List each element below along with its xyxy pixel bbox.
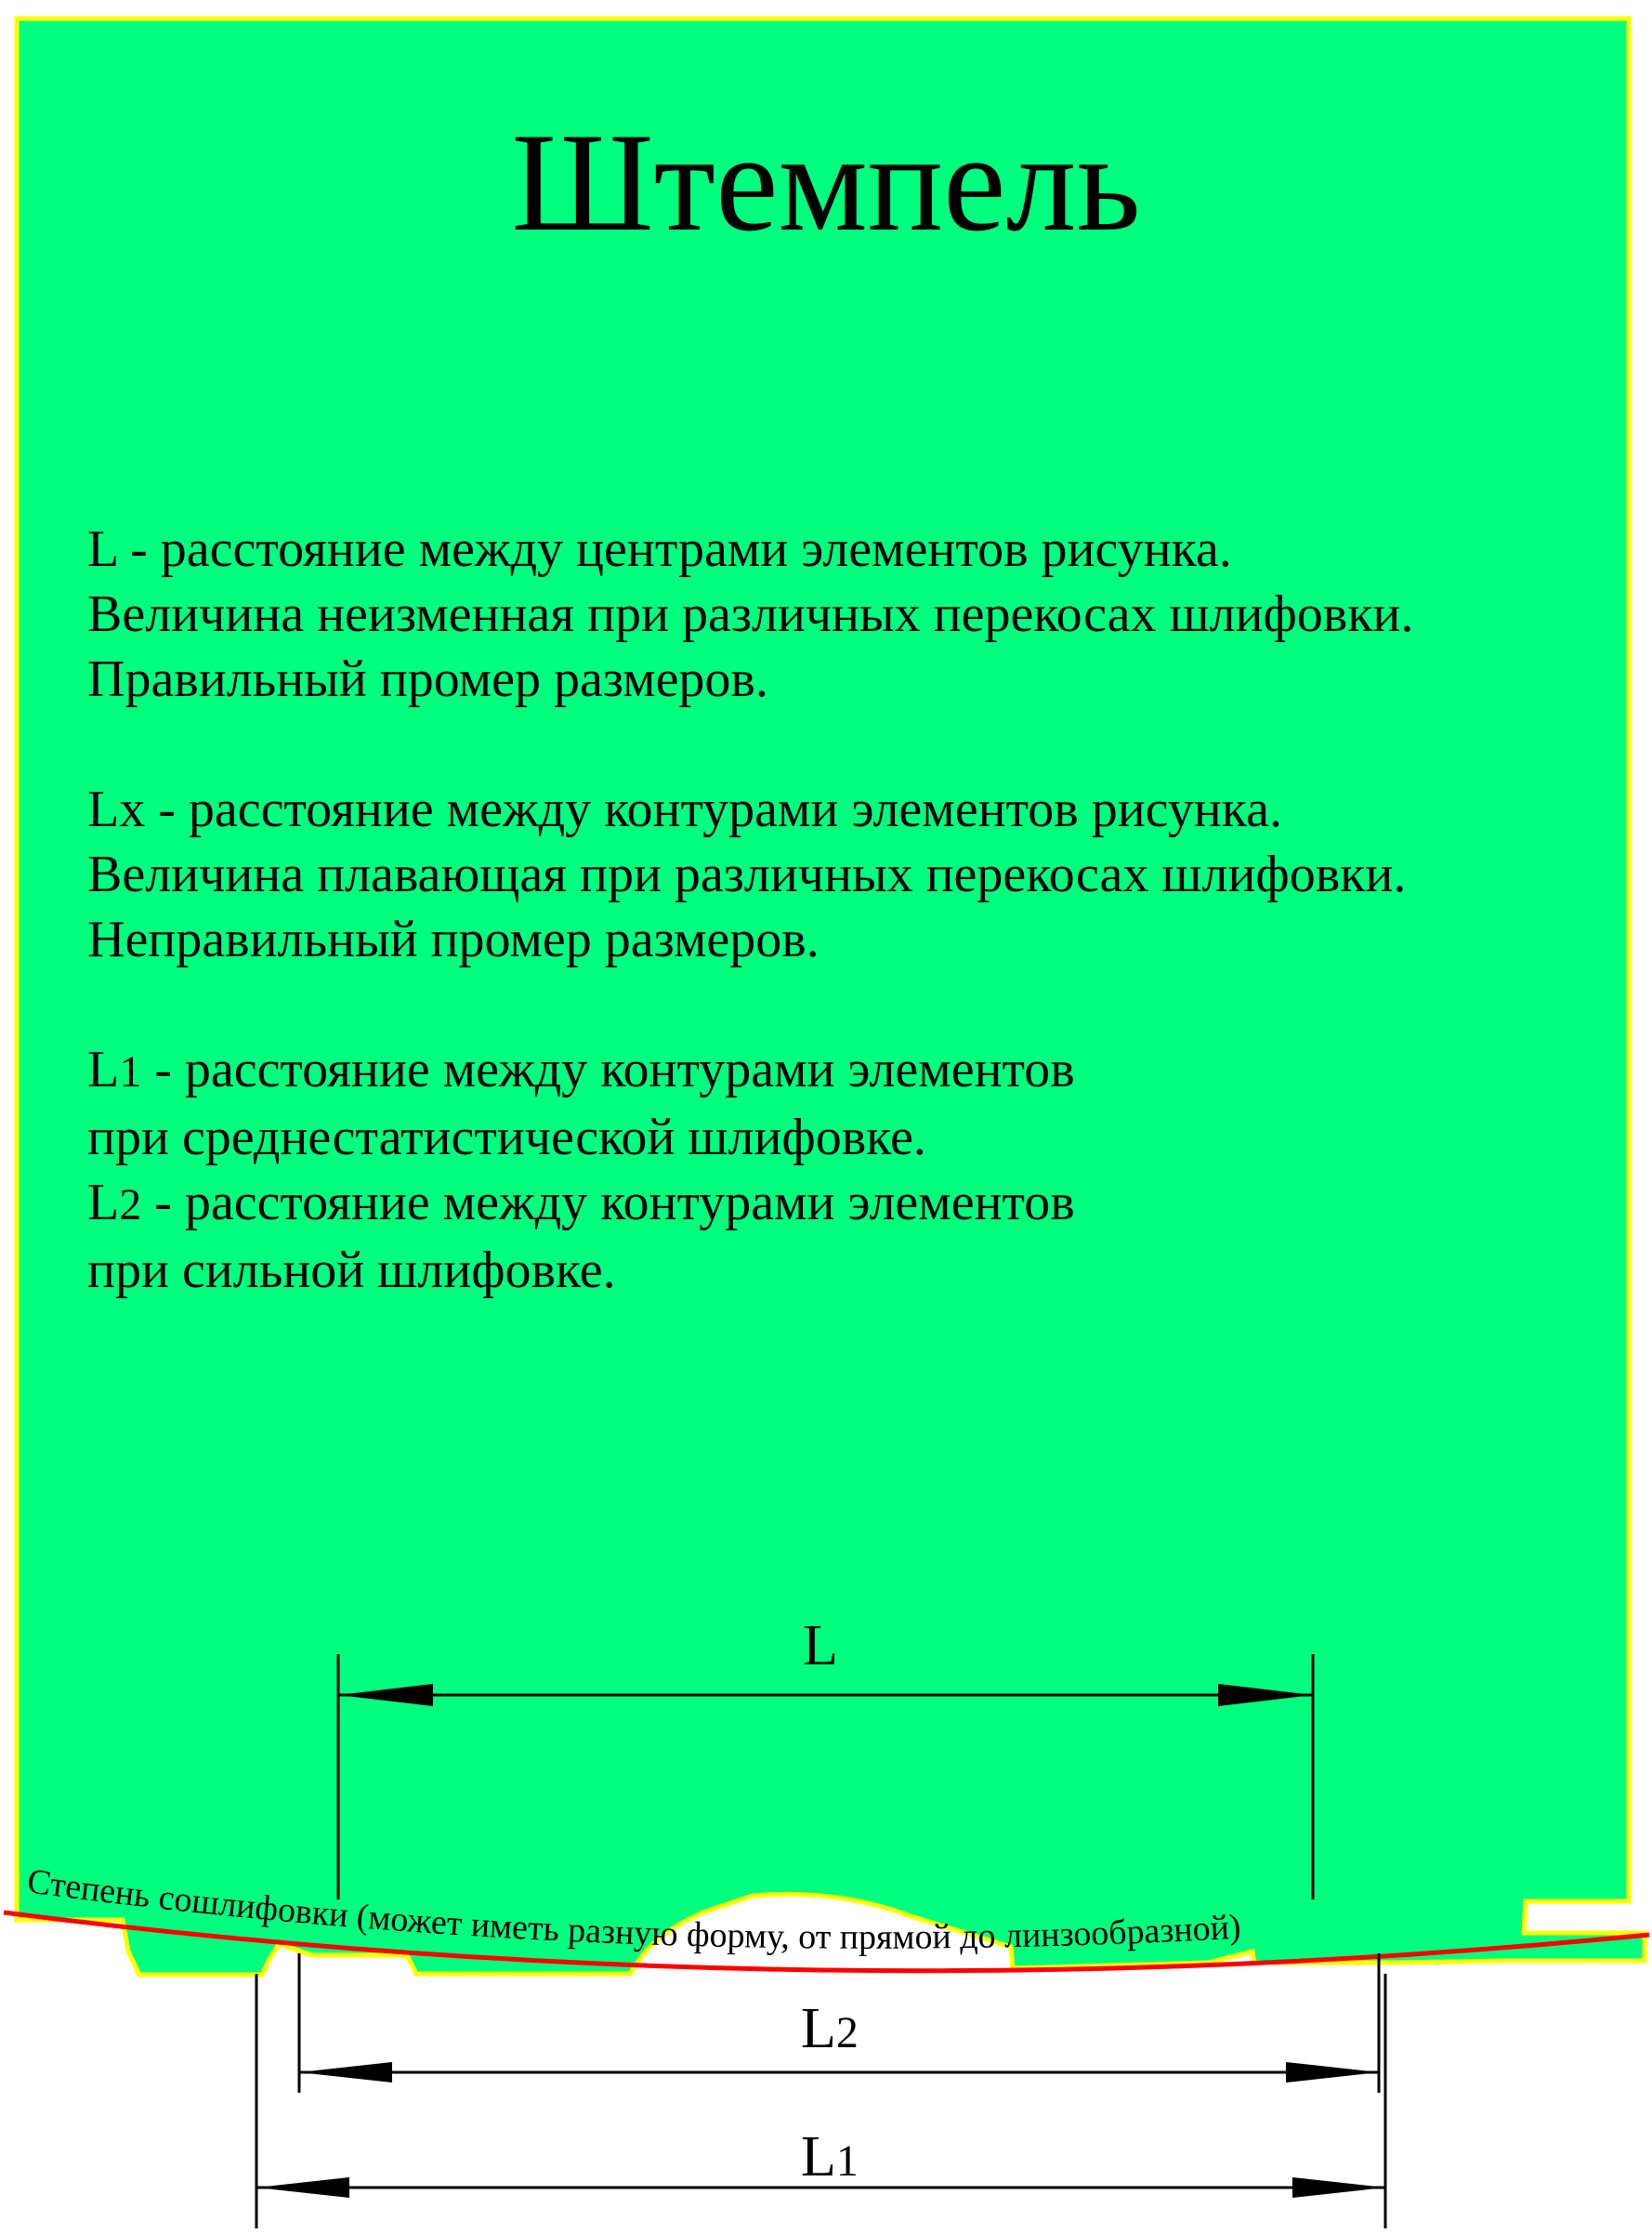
paragraph-line: Правильный промер размеров. xyxy=(87,650,768,708)
L2-arrow-left xyxy=(299,2062,392,2083)
paragraph-line: Lx - расстояние между контурами элементов рисунка. xyxy=(87,781,1282,838)
page-title: Штемпель xyxy=(511,104,1141,260)
paragraph-line: L2 - расстояние между контурами элементов xyxy=(87,1174,1075,1231)
paragraph-L1-L2 xyxy=(87,1037,1075,1303)
paragraph-line: Величина плавающая при различных перекосах шлифовки. xyxy=(87,846,1407,903)
paragraph-line: при среднестатистической шлифовке. xyxy=(87,1109,926,1166)
paragraph-line: L1 - расстояние между контурами элементов xyxy=(87,1041,1075,1098)
grinding-curve-label: Степень сошлифовки (может иметь разную форму, от прямой до линзообразной) xyxy=(24,1861,1242,1957)
paragraph-line: Неправильный промер размеров. xyxy=(87,911,819,968)
paragraph-line: Величина неизменная при различных перекосах шлифовки. xyxy=(87,585,1414,643)
stamp-body xyxy=(17,19,1645,1975)
dimension-label-L2: L2 xyxy=(801,1997,859,2060)
dimension-label-L1: L1 xyxy=(801,2125,859,2188)
paragraph-Lx xyxy=(87,777,1406,972)
paragraph-L xyxy=(87,517,1413,712)
L2-arrow-right xyxy=(1286,2062,1379,2083)
paragraph-line: при сильной шлифовке. xyxy=(87,1242,616,1299)
L1-arrow-left xyxy=(256,2177,349,2198)
paragraph-line: L - расстояние между центрами элементов рисунка. xyxy=(87,520,1232,578)
L1-arrow-right xyxy=(1292,2177,1385,2198)
dimension-label-L: L xyxy=(803,1614,838,1677)
